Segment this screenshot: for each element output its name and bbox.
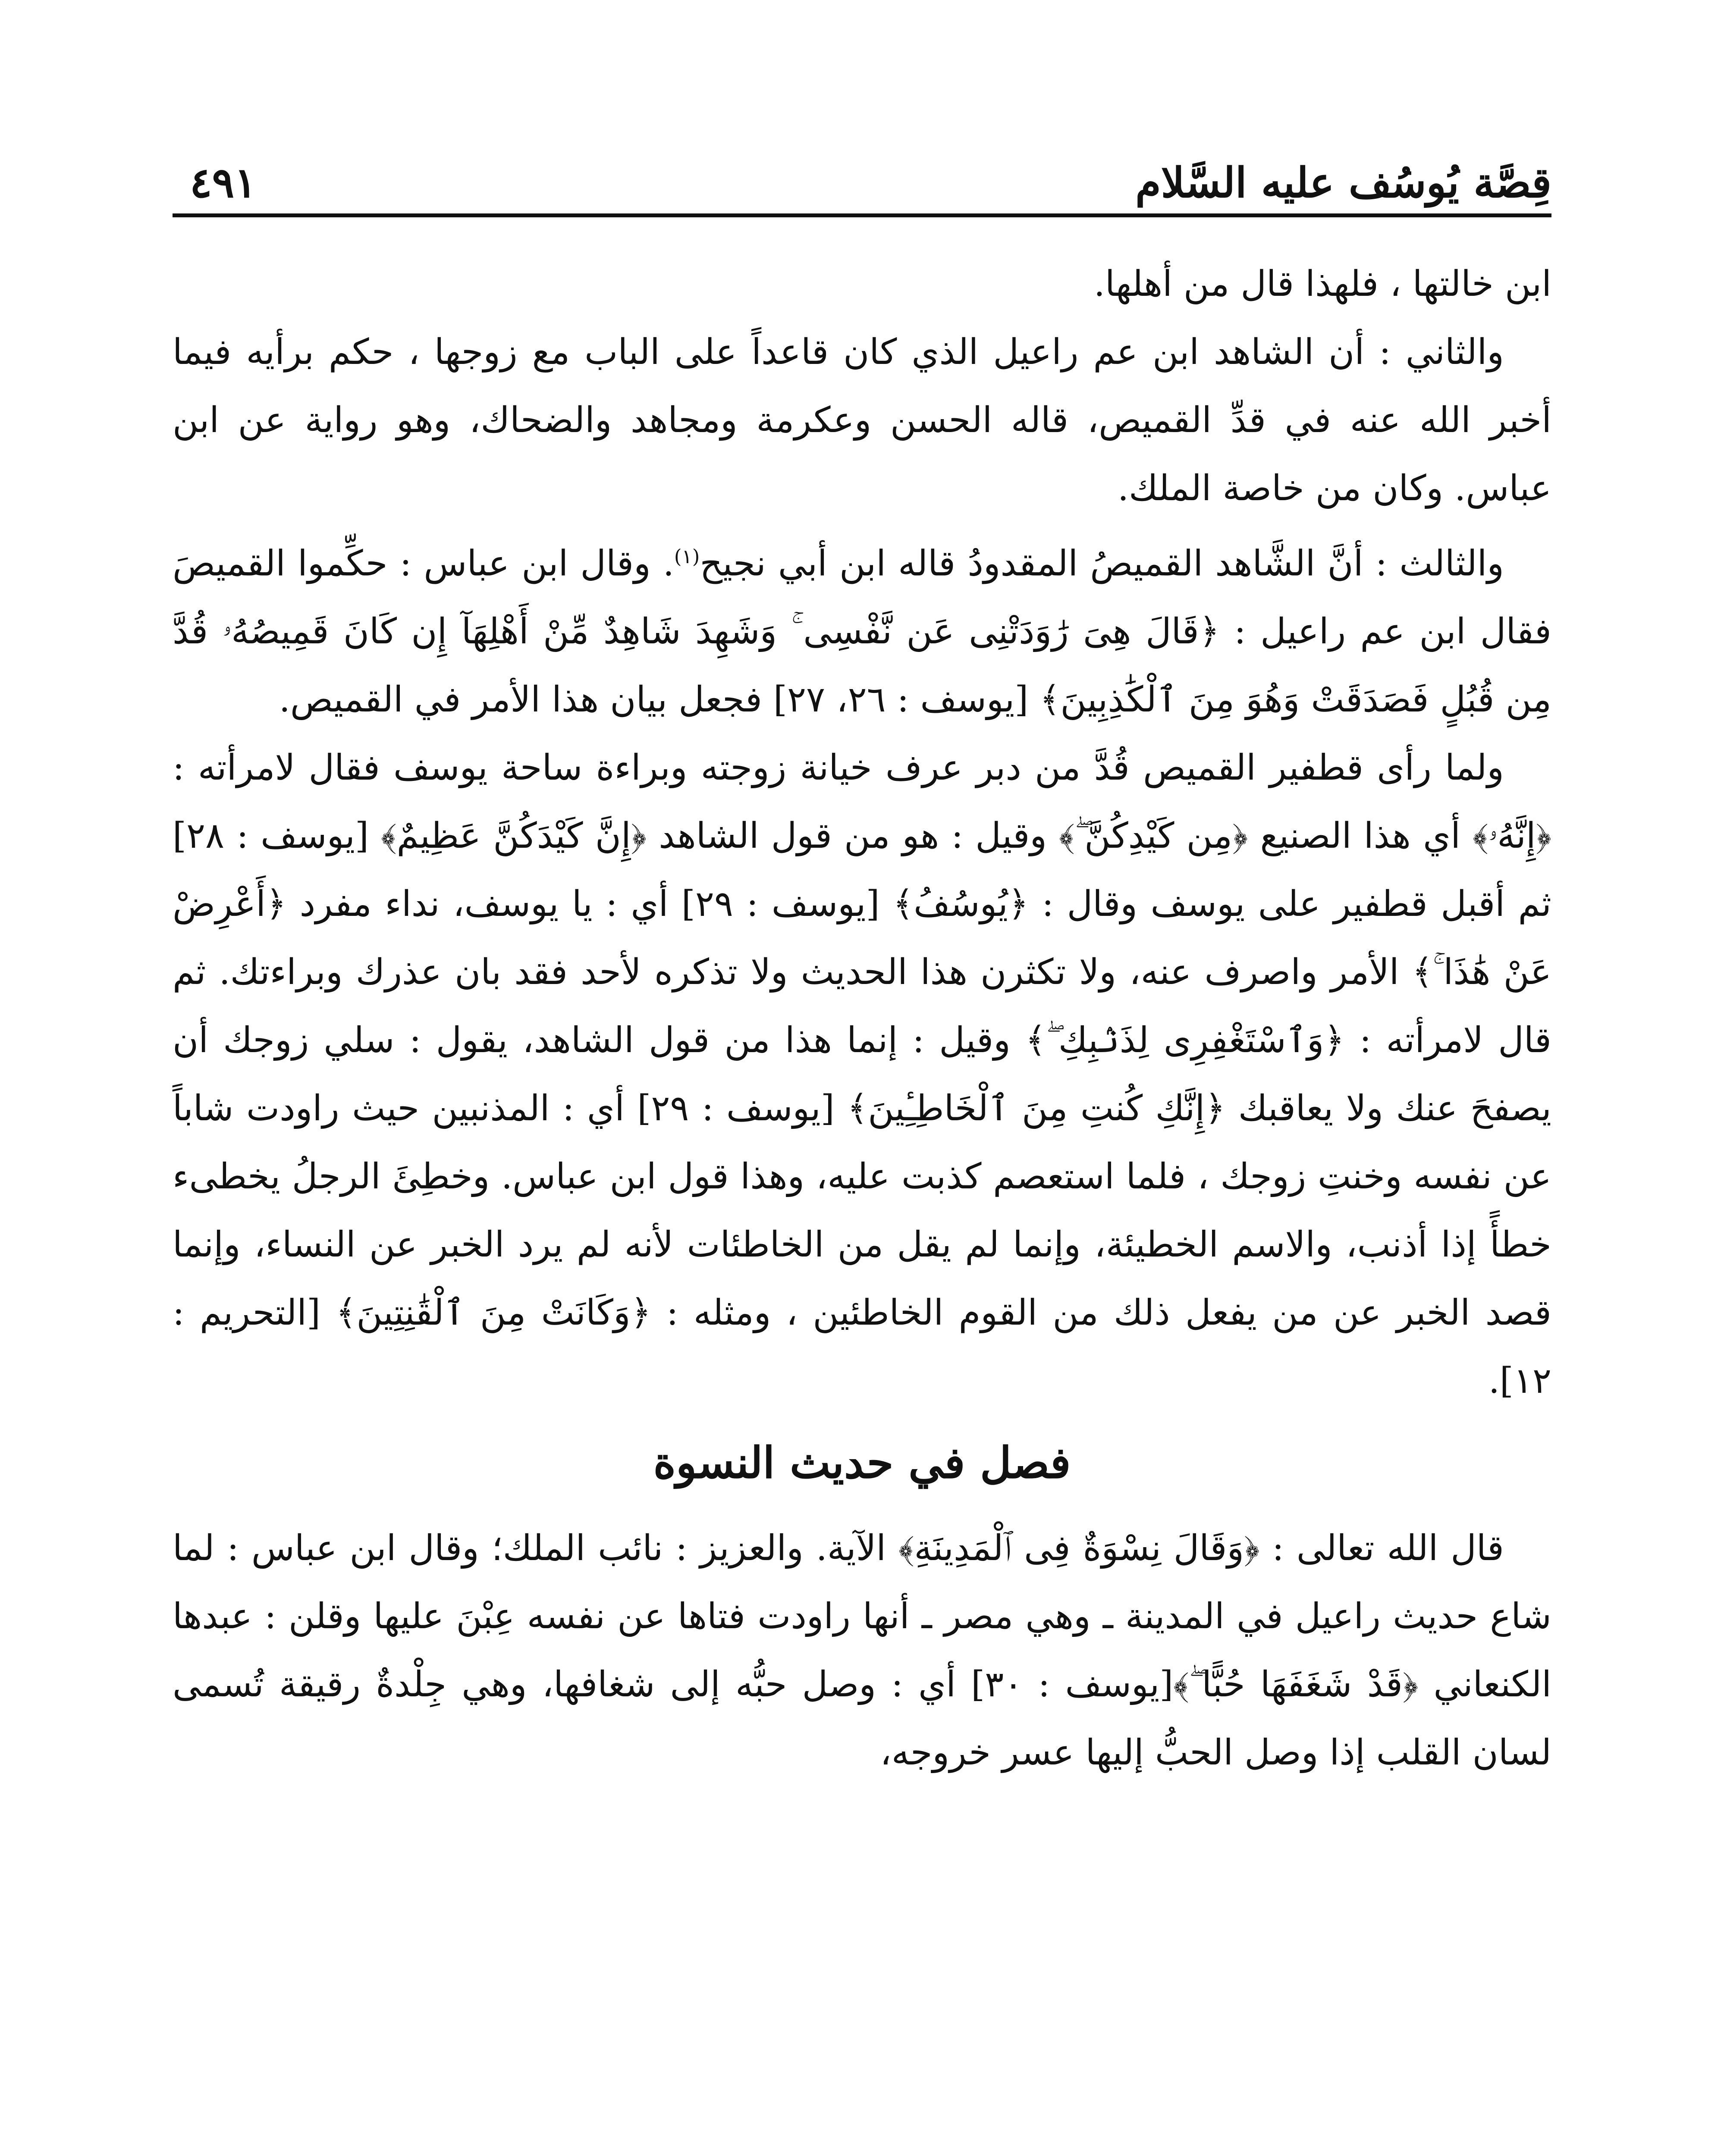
page-header xyxy=(190,142,1551,207)
header-rule xyxy=(173,213,1551,217)
paragraph-4: ولما رأى قطفير القميص قُدَّ من دبر عرف خيانة زوجته وبراءة ساحة يوسف فقال لامرأته : ﴿إِنَّهُۥ﴾ أي هذا الصنيع ﴿مِن كَيْدِكُنَّ ۖ﴾ وقيل : هو من قول الشاهد ﴿إِنَّ كَيْدَكُنَّ عَظِيمٌ﴾ [يوسف : ٢٨] ثم أقبل قطفير على يوسف وقال : ﴿يُوسُفُ﴾ [يوسف : ٢٩] أي : يا يوسف، نداء مفرد ﴿أَعْرِضْ عَنْ هَٰذَا ۚ﴾ الأمر واصرف عنه، ولا تكثرن هذا الحديث ولا تذكره لأحد فقد بان عذرك وبراءتك. ثم قال لامرأته : ﴿وَٱسْتَغْفِرِى لِذَنۢبِكِ ۖ﴾ وقيل : إنما هذا من قول الشاهد، يقول : سلي زوجك أن يصفحَ عنك ولا يعاقبك ﴿إِنَّكِ كُنتِ مِنَ ٱلْخَاطِـِٔينَ﴾ [يوسف : ٢٩] أي : المذنبين حيث راودت شاباً عن نفسه وخنتِ زوجك ، فلما استعصم كذبت عليه، وهذا قول ابن عباس. وخطِئَ الرجلُ يخطىء خطأً إذا أذنب، والاسم الخطيئة، وإنما لم يقل من الخاطئات لأنه لم يرد الخبر عن النساء، وإنما قصد الخبر عن من يفعل ذلك من القوم الخاطئين ، ومثله : ﴿وَكَانَتْ مِنَ ٱلْقَٰنِتِينَ﴾ [التحريم : ١٢]. xyxy=(173,747,1552,1402)
footnote-marker: (١) xyxy=(674,545,700,568)
paragraph-3-part-a: والثالث : أنَّ الشَّاهد القميصُ المقدودُ قاله ابن أبي نجيح xyxy=(700,543,1504,584)
running-title: قِصَّة يُوسُف عليه السَّلام xyxy=(1135,158,1551,207)
section-heading: فصل في حديث النسوة xyxy=(653,1437,1071,1489)
paragraph-5: قال الله تعالى : ﴿وَقَالَ نِسْوَةٌ فِى ٱلْمَدِينَةِ﴾ الآية. والعزيز : نائب الملك؛ وقال ابن عباس : لما شاع حديث راعيل في المدينة ـ وهي مصر ـ أنها راودت فتاها عن نفسه عِبْنَ عليها وقلن : عبدها الكنعاني ﴿قَدْ شَغَفَهَا حُبًّا ۖ﴾[يوسف : ٣٠] أي : وصل حبُّه إلى شغافها، وهي جِلْدةٌ رقيقة تُسمى لسان القلب إذا وصل الحبُّ إليها عسر خروجه، xyxy=(173,1528,1551,1774)
page-number: ٤٩١ xyxy=(190,158,257,207)
paragraph-1: ابن خالتها ، فلهذا قال من أهلها. xyxy=(1093,263,1551,304)
paragraph-2: والثاني : أن الشاهد ابن عم راعيل الذي كان قاعداً على الباب مع زوجها ، حكم برأيه فيما أخبر الله عنه في قدِّ القميص، قاله الحسن وعكرمة ومجاهد والضحاك، وهو رواية عن ابن عباس. وكان من خاصة الملك. xyxy=(173,332,1551,509)
paragraph-3-part-b: . وقال ابن عباس : حكِّموا القميصَ فقال ابن عم راعيل : ﴿قَالَ هِىَ رَٰوَدَتْنِى عَن نَّفْسِى ۚ وَشَهِدَ شَاهِدٌ مِّنْ أَهْلِهَآ إِن كَانَ قَمِيصُهُۥ قُدَّ مِن قُبُلٍ فَصَدَقَتْ وَهُوَ مِنَ ٱلْكَٰذِبِينَ﴾ [يوسف : ٢٦، ٢٧] فجعل بيان هذا الأمر في القميص. xyxy=(173,543,1551,721)
body-text xyxy=(173,250,1551,1787)
paragraph-3 xyxy=(173,523,1551,734)
